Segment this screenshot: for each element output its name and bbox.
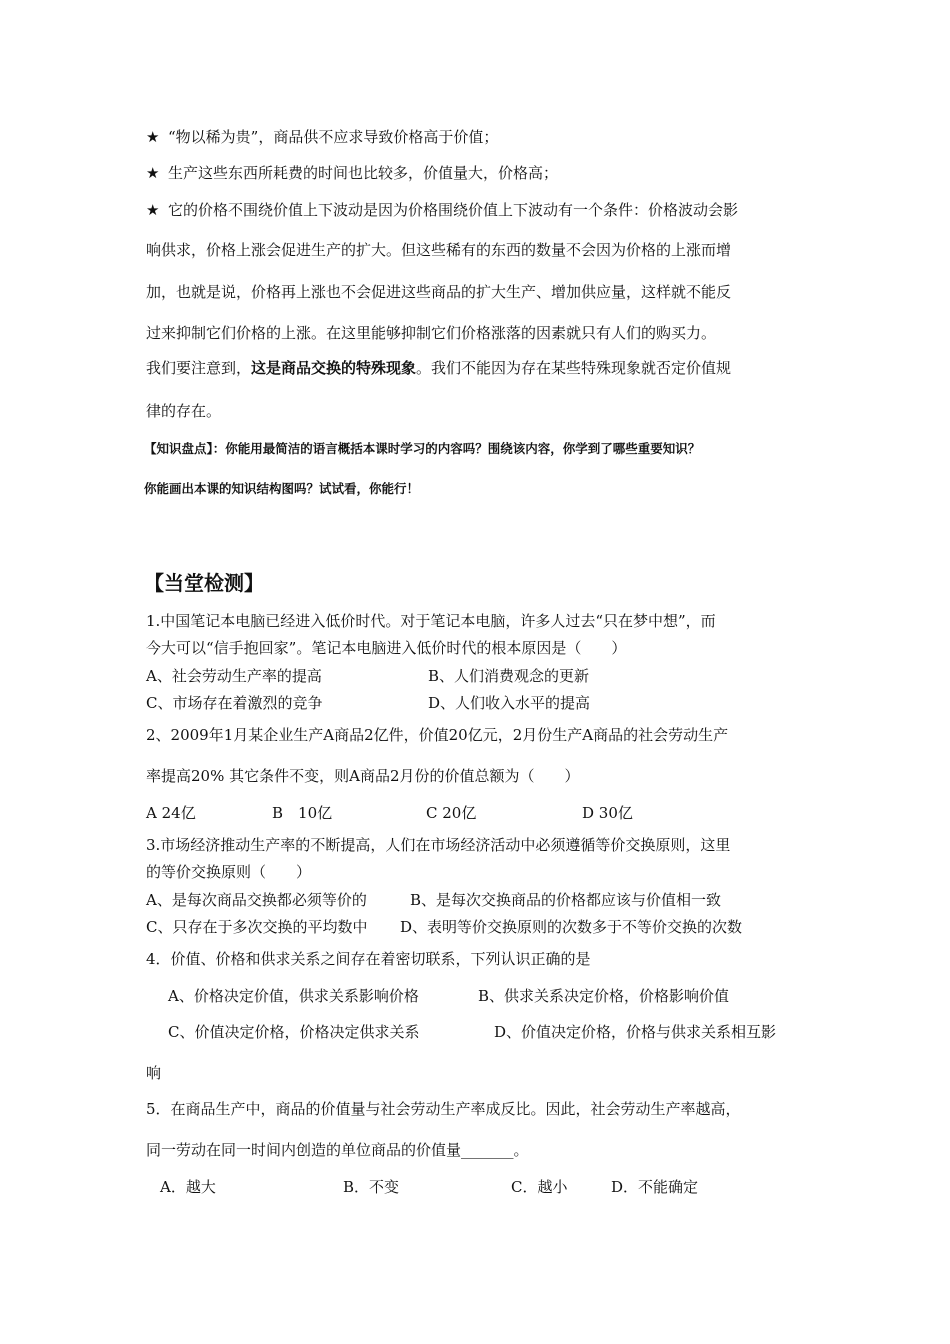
q5-option-c: C．越小 <box>511 1178 568 1196</box>
section-heading: 【当堂检测】 <box>144 571 264 595</box>
star-icon: ★ <box>146 164 160 182</box>
question-3-line: 3.市场经济推动生产率的不断提高，人们在市场经济活动中必须遵循等价交换原则，这里 <box>146 836 731 854</box>
paragraph-line: 响供求，价格上涨会促进生产的扩大。但这些稀有的东西的数量不会因为价格的上涨而增 <box>146 241 732 259</box>
question-4-line: 4．价值、价格和供求关系之间存在着密切联系，下列认识正确的是 <box>146 950 591 968</box>
q3-option-a: A、是每次商品交换都必须等价的 <box>146 891 367 909</box>
note-line-2: 律的存在。 <box>146 402 222 420</box>
note-text: 我们要注意到， <box>146 359 252 377</box>
note-text: 。我们不能因为存在某些特殊现象就否定价值规 <box>416 359 732 377</box>
question-3-line: 的等价交换原则（ ） <box>146 863 312 881</box>
bullet-text: “物以稀为贵”，商品供不应求导致价格高于价值； <box>168 128 499 146</box>
q4-option-b: B、供求关系决定价格，价格影响价值 <box>478 987 730 1005</box>
q5-option-b: B．不变 <box>343 1178 400 1196</box>
q5-option-a: A．越大 <box>160 1178 216 1196</box>
star-icon: ★ <box>146 201 160 219</box>
question-1-line: 今大可以“信手抱回家”。笔记本电脑进入低价时代的根本原因是（ ） <box>146 639 627 657</box>
q2-option-a: A 24亿 <box>146 804 196 822</box>
note-emphasis: 这是商品交换的特殊现象 <box>251 359 417 377</box>
q4-option-d: D、价值决定价格，价格与供求关系相互影 <box>494 1023 777 1041</box>
q4-option-a: A、价格决定价值，供求关系影响价格 <box>168 987 419 1005</box>
q3-option-d: D、表明等价交换原则的次数多于不等价交换的次数 <box>400 918 743 936</box>
knowledge-summary <box>144 439 700 459</box>
q2-option-d: D 30亿 <box>582 804 633 822</box>
q4-option-c: C、价值决定价格，价格决定供求关系 <box>168 1023 420 1041</box>
q3-option-c: C、只存在于多次交换的平均数中 <box>146 918 368 936</box>
bullet-item-3 <box>146 200 738 220</box>
q5-option-d: D．不能确定 <box>611 1178 699 1196</box>
knowledge-summary-2: 你能画出本课的知识结构图吗？试试看，你能行！ <box>144 481 420 496</box>
q1-option-c: C、市场存在着激烈的竞争 <box>146 694 323 712</box>
note-line <box>146 358 731 378</box>
question-5-line: 5．在商品生产中，商品的价值量与社会劳动生产率成反比。因此，社会劳动生产率越高， <box>146 1100 741 1118</box>
knowledge-label: 【知识盘点】 <box>144 441 213 456</box>
paragraph-line: 过来抑制它们价格的上涨。在这里能够抑制它们价格涨落的因素就只有人们的购买力。 <box>146 324 717 342</box>
question-2-line: 率提高20% 其它条件不变，则A商品2月份的价值总额为（ ） <box>146 767 580 785</box>
question-5-line: 同一劳动在同一时间内创造的单位商品的价值量_______。 <box>146 1141 529 1159</box>
bullet-text: 它的价格不围绕价值上下波动是因为价格围绕价值上下波动有一个条件：价格波动会影 <box>168 201 739 219</box>
q1-option-a: A、社会劳动生产率的提高 <box>146 667 322 685</box>
bullet-text: 生产这些东西所耗费的时间也比较多，价值量大，价格高； <box>168 164 559 182</box>
bullet-item-1 <box>146 127 498 147</box>
q1-option-d: D、人们收入水平的提高 <box>428 694 591 712</box>
q2-option-c: C 20亿 <box>426 804 477 822</box>
paragraph-line: 加，也就是说，价格再上涨也不会促进这些商品的扩大生产、增加供应量，这样就不能反 <box>146 283 732 301</box>
q1-option-b: B、人们消费观念的更新 <box>428 667 590 685</box>
star-icon: ★ <box>146 128 160 146</box>
q2-option-b: B 10亿 <box>272 804 333 822</box>
bullet-item-2 <box>146 163 558 183</box>
question-2-line: 2、2009年1月某企业生产A商品2亿件，价值20亿元，2月份生产A商品的社会劳动生产 <box>146 726 729 744</box>
knowledge-text: ：你能用最简洁的语言概括本课时学习的内容吗？围绕该内容，你学到了哪些重要知识？ <box>212 441 701 456</box>
q3-option-b: B、是每次交换商品的价格都应该与价值相一致 <box>410 891 722 909</box>
question-1-line: 1.中国笔记本电脑已经进入低价时代。对于笔记本电脑，许多人过去“只在梦中想”，而 <box>146 612 716 630</box>
q4-option-d-wrap: 响 <box>146 1064 162 1082</box>
